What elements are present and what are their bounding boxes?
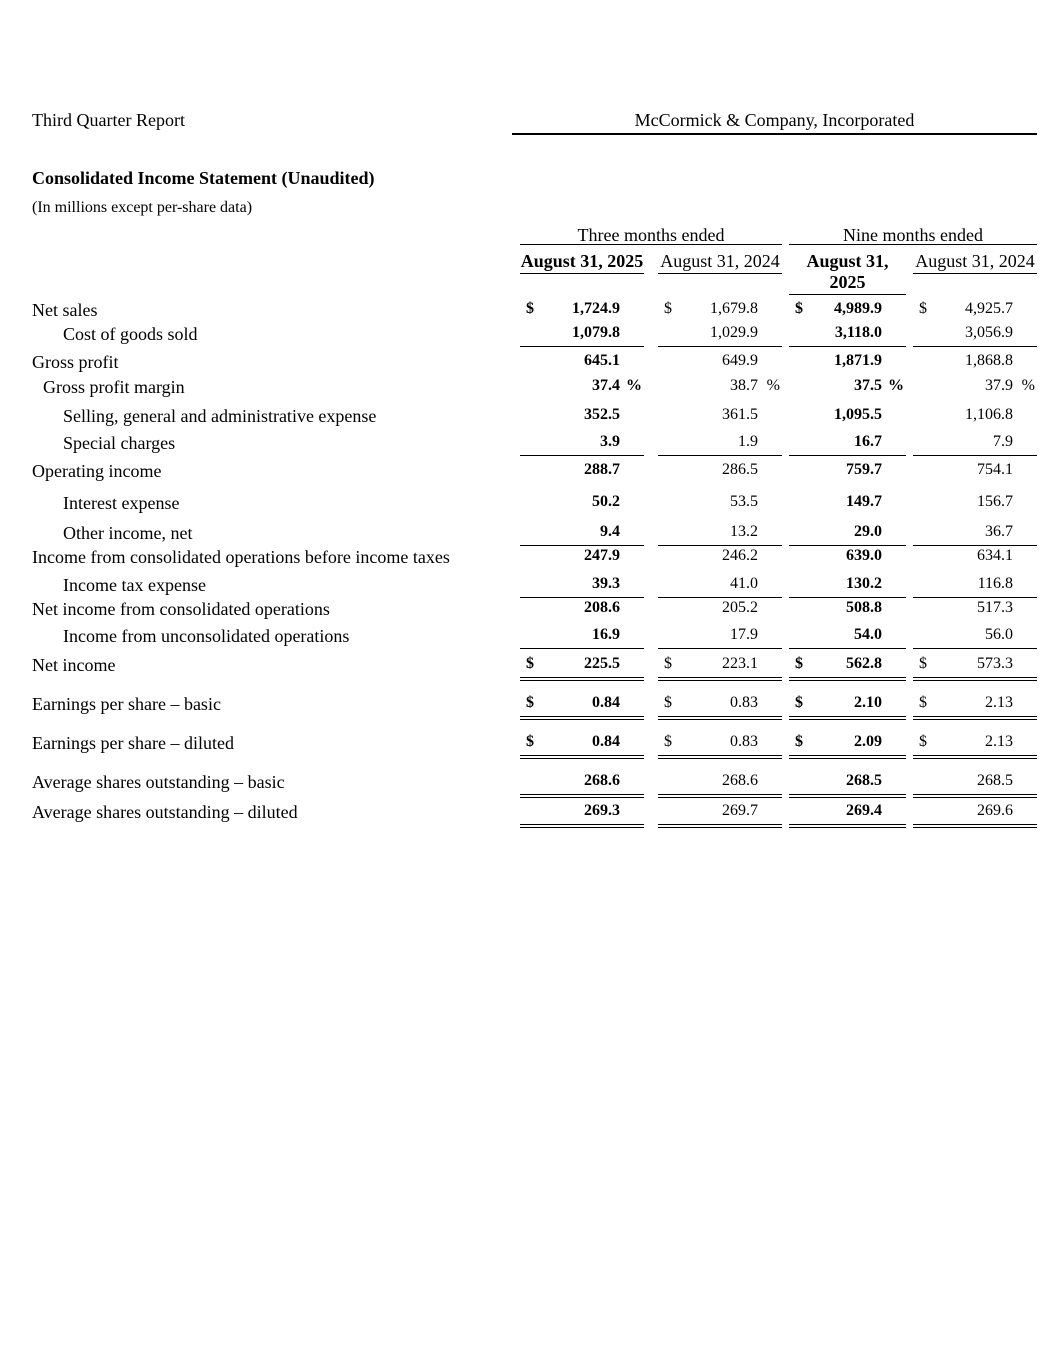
- cell-value: 288.7: [584, 461, 620, 478]
- cell-value: 246.2: [722, 547, 758, 564]
- cell-value: 29.0: [854, 523, 882, 540]
- cell-value: 0.83: [730, 694, 758, 711]
- cell-value: 223.1: [722, 655, 758, 672]
- cell-value: 38.7: [730, 377, 758, 394]
- table-row: [0, 547, 1055, 571]
- cell-value: 39.3: [592, 575, 620, 592]
- dollar-sign: $: [664, 300, 672, 317]
- value-cell: [789, 599, 906, 621]
- percent-sign: %: [888, 377, 904, 394]
- cell-value: 269.6: [977, 802, 1013, 819]
- cell-value: 37.9: [985, 377, 1013, 394]
- cell-value: 1.9: [738, 433, 758, 450]
- cell-value: 208.6: [584, 599, 620, 616]
- col-header-ytd-2024: August 31, 2024: [913, 251, 1037, 274]
- cell-value: 1,868.8: [965, 352, 1013, 369]
- cell-value: 1,106.8: [965, 406, 1013, 423]
- statement-subtitle: (In millions except per-share data): [32, 199, 253, 216]
- value-cell: [520, 599, 644, 621]
- value-cell: [913, 575, 1037, 598]
- value-cell: [658, 733, 782, 759]
- value-cell: [913, 599, 1037, 621]
- value-cell: [520, 377, 644, 399]
- cell-value: 2.10: [854, 694, 882, 711]
- table-row: [0, 377, 1055, 401]
- statement-title: Consolidated Income Statement (Unaudited): [32, 168, 375, 188]
- row-label: Cost of goods sold: [63, 324, 198, 344]
- value-cell: [913, 352, 1037, 374]
- value-cell: [520, 300, 644, 322]
- cell-value: 269.4: [846, 802, 882, 819]
- value-cell: [913, 461, 1037, 483]
- row-label: Selling, general and administrative expense: [63, 406, 377, 426]
- table-row: [0, 300, 1055, 324]
- cell-value: 3,056.9: [965, 324, 1013, 341]
- value-cell: [789, 493, 906, 515]
- value-cell: [520, 324, 644, 347]
- value-cell: [913, 493, 1037, 515]
- cell-value: 0.83: [730, 733, 758, 750]
- percent-sign: %: [766, 377, 780, 394]
- value-cell: [913, 377, 1037, 399]
- value-cell: [789, 655, 906, 681]
- dollar-sign: $: [664, 733, 672, 750]
- cell-value: 9.4: [600, 523, 620, 540]
- dollar-sign: $: [919, 694, 927, 711]
- value-cell: [658, 547, 782, 569]
- value-cell: [658, 433, 782, 456]
- cell-value: 759.7: [846, 461, 882, 478]
- row-label: Net income: [32, 655, 116, 675]
- dollar-sign: $: [526, 655, 534, 672]
- cell-value: 268.5: [846, 772, 882, 789]
- cell-value: 247.9: [584, 547, 620, 564]
- value-cell: [789, 433, 906, 456]
- row-label: Net sales: [32, 300, 98, 320]
- cell-value: 754.1: [977, 461, 1013, 478]
- table-row: [0, 523, 1055, 547]
- value-cell: [789, 802, 906, 828]
- cell-value: 352.5: [584, 406, 620, 423]
- cell-value: 149.7: [846, 493, 882, 510]
- cell-value: 130.2: [846, 575, 882, 592]
- cell-value: 649.9: [722, 352, 758, 369]
- cell-value: 53.5: [730, 493, 758, 510]
- cell-value: 269.7: [722, 802, 758, 819]
- row-label: Earnings per share – basic: [32, 694, 221, 714]
- cell-value: 2.09: [854, 733, 882, 750]
- table-row: [0, 802, 1055, 826]
- row-label: Average shares outstanding – basic: [32, 772, 285, 792]
- cell-value: 116.8: [977, 575, 1013, 592]
- col-header-q-2024: August 31, 2024: [658, 251, 782, 274]
- value-cell: [520, 772, 644, 798]
- table-row: [0, 406, 1055, 430]
- cell-value: 2.13: [985, 694, 1013, 711]
- value-cell: [658, 772, 782, 798]
- value-cell: [789, 461, 906, 483]
- value-cell: [520, 406, 644, 428]
- cell-value: 16.9: [592, 626, 620, 643]
- cell-value: 4,989.9: [834, 300, 882, 317]
- row-label: Earnings per share – diluted: [32, 733, 234, 753]
- percent-sign: %: [626, 377, 642, 394]
- value-cell: [913, 694, 1037, 720]
- value-cell: [658, 352, 782, 374]
- cell-value: 54.0: [854, 626, 882, 643]
- row-label: Interest expense: [63, 493, 180, 513]
- value-cell: [658, 655, 782, 681]
- value-cell: [789, 352, 906, 374]
- row-label: Gross profit margin: [43, 377, 185, 397]
- value-cell: [658, 694, 782, 720]
- dollar-sign: $: [526, 300, 534, 317]
- value-cell: [658, 300, 782, 322]
- cell-value: 4,925.7: [965, 300, 1013, 317]
- value-cell: [913, 626, 1037, 649]
- cell-value: 1,679.8: [710, 300, 758, 317]
- value-cell: [520, 694, 644, 720]
- value-cell: [789, 694, 906, 720]
- value-cell: [658, 523, 782, 546]
- value-cell: [913, 772, 1037, 798]
- value-cell: [658, 575, 782, 598]
- value-cell: [913, 300, 1037, 322]
- cell-value: 156.7: [977, 493, 1013, 510]
- cell-value: 0.84: [592, 733, 620, 750]
- cell-value: 562.8: [846, 655, 882, 672]
- table-row: [0, 694, 1055, 718]
- cell-value: 1,029.9: [710, 324, 758, 341]
- value-cell: [658, 406, 782, 428]
- cell-value: 645.1: [584, 352, 620, 369]
- cell-value: 17.9: [730, 626, 758, 643]
- value-cell: [520, 352, 644, 374]
- table-row: [0, 575, 1055, 599]
- table-row: [0, 493, 1055, 517]
- dollar-sign: $: [664, 694, 672, 711]
- row-label: Special charges: [63, 433, 176, 453]
- value-cell: [789, 575, 906, 598]
- col-header-q-2025: August 31, 2025: [520, 251, 644, 274]
- cell-value: 205.2: [722, 599, 758, 616]
- value-cell: [520, 802, 644, 828]
- table-row: [0, 324, 1055, 348]
- value-cell: [913, 655, 1037, 681]
- cell-value: 56.0: [985, 626, 1013, 643]
- cell-value: 286.5: [722, 461, 758, 478]
- row-label: Income tax expense: [63, 575, 206, 595]
- cell-value: 2.13: [985, 733, 1013, 750]
- cell-value: 634.1: [977, 547, 1013, 564]
- value-cell: [913, 433, 1037, 456]
- table-row: [0, 352, 1055, 376]
- dollar-sign: $: [919, 300, 927, 317]
- cell-value: 3,118.0: [834, 324, 882, 341]
- value-cell: [789, 406, 906, 428]
- row-label: Gross profit: [32, 352, 119, 372]
- value-cell: [520, 433, 644, 456]
- cell-value: 268.6: [722, 772, 758, 789]
- group-three-months: Three months ended: [520, 225, 782, 245]
- value-cell: [913, 406, 1037, 428]
- value-cell: [520, 461, 644, 483]
- value-cell: [789, 324, 906, 347]
- cell-value: 37.5: [854, 377, 882, 394]
- cell-value: 361.5: [722, 406, 758, 423]
- cell-value: 268.6: [584, 772, 620, 789]
- cell-value: 3.9: [600, 433, 620, 450]
- value-cell: [658, 493, 782, 515]
- cell-value: 1,095.5: [834, 406, 882, 423]
- cell-value: 0.84: [592, 694, 620, 711]
- value-cell: [913, 324, 1037, 347]
- cell-value: 13.2: [730, 523, 758, 540]
- dollar-sign: $: [795, 694, 803, 711]
- dollar-sign: $: [795, 300, 803, 317]
- cell-value: 16.7: [854, 433, 882, 450]
- row-label: Net income from consolidated operations: [32, 599, 330, 619]
- value-cell: [658, 377, 782, 399]
- row-label: Operating income: [32, 461, 162, 481]
- percent-sign: %: [1021, 377, 1035, 394]
- value-cell: [658, 324, 782, 347]
- dollar-sign: $: [919, 733, 927, 750]
- cell-value: 639.0: [846, 547, 882, 564]
- value-cell: [913, 547, 1037, 569]
- table-row: [0, 655, 1055, 679]
- value-cell: [789, 733, 906, 759]
- company-name: McCormick & Company, Incorporated: [512, 110, 1037, 135]
- table-row: [0, 733, 1055, 757]
- value-cell: [520, 733, 644, 759]
- cell-value: 7.9: [993, 433, 1013, 450]
- col-header-ytd-2025: August 31, 2025: [789, 251, 906, 295]
- value-cell: [658, 626, 782, 649]
- value-cell: [658, 802, 782, 828]
- cell-value: 517.3: [977, 599, 1013, 616]
- dollar-sign: $: [526, 694, 534, 711]
- dollar-sign: $: [795, 655, 803, 672]
- table-row: [0, 599, 1055, 623]
- dollar-sign: $: [919, 655, 927, 672]
- value-cell: [789, 300, 906, 322]
- value-cell: [658, 599, 782, 621]
- cell-value: 573.3: [977, 655, 1013, 672]
- value-cell: [520, 626, 644, 649]
- value-cell: [520, 547, 644, 569]
- cell-value: 1,079.8: [572, 324, 620, 341]
- value-cell: [789, 523, 906, 546]
- value-cell: [658, 461, 782, 483]
- dollar-sign: $: [526, 733, 534, 750]
- value-cell: [913, 733, 1037, 759]
- report-label: Third Quarter Report: [32, 110, 185, 130]
- cell-value: 1,724.9: [572, 300, 620, 317]
- cell-value: 36.7: [985, 523, 1013, 540]
- value-cell: [913, 523, 1037, 546]
- value-cell: [789, 377, 906, 399]
- table-row: [0, 772, 1055, 796]
- value-cell: [520, 655, 644, 681]
- value-cell: [520, 575, 644, 598]
- cell-value: 41.0: [730, 575, 758, 592]
- row-label: Other income, net: [63, 523, 193, 543]
- value-cell: [520, 493, 644, 515]
- cell-value: 50.2: [592, 493, 620, 510]
- row-label: Average shares outstanding – diluted: [32, 802, 298, 822]
- row-label: Income from unconsolidated operations: [63, 626, 350, 646]
- value-cell: [789, 547, 906, 569]
- value-cell: [913, 802, 1037, 828]
- value-cell: [789, 626, 906, 649]
- cell-value: 1,871.9: [834, 352, 882, 369]
- group-nine-months: Nine months ended: [789, 225, 1037, 245]
- value-cell: [789, 772, 906, 798]
- dollar-sign: $: [664, 655, 672, 672]
- cell-value: 225.5: [584, 655, 620, 672]
- cell-value: 268.5: [977, 772, 1013, 789]
- table-row: [0, 461, 1055, 485]
- table-row: [0, 433, 1055, 457]
- table-row: [0, 626, 1055, 650]
- cell-value: 37.4: [592, 377, 620, 394]
- row-label: Income from consolidated operations before income taxes: [32, 547, 450, 567]
- cell-value: 508.8: [846, 599, 882, 616]
- dollar-sign: $: [795, 733, 803, 750]
- value-cell: [520, 523, 644, 546]
- cell-value: 269.3: [584, 802, 620, 819]
